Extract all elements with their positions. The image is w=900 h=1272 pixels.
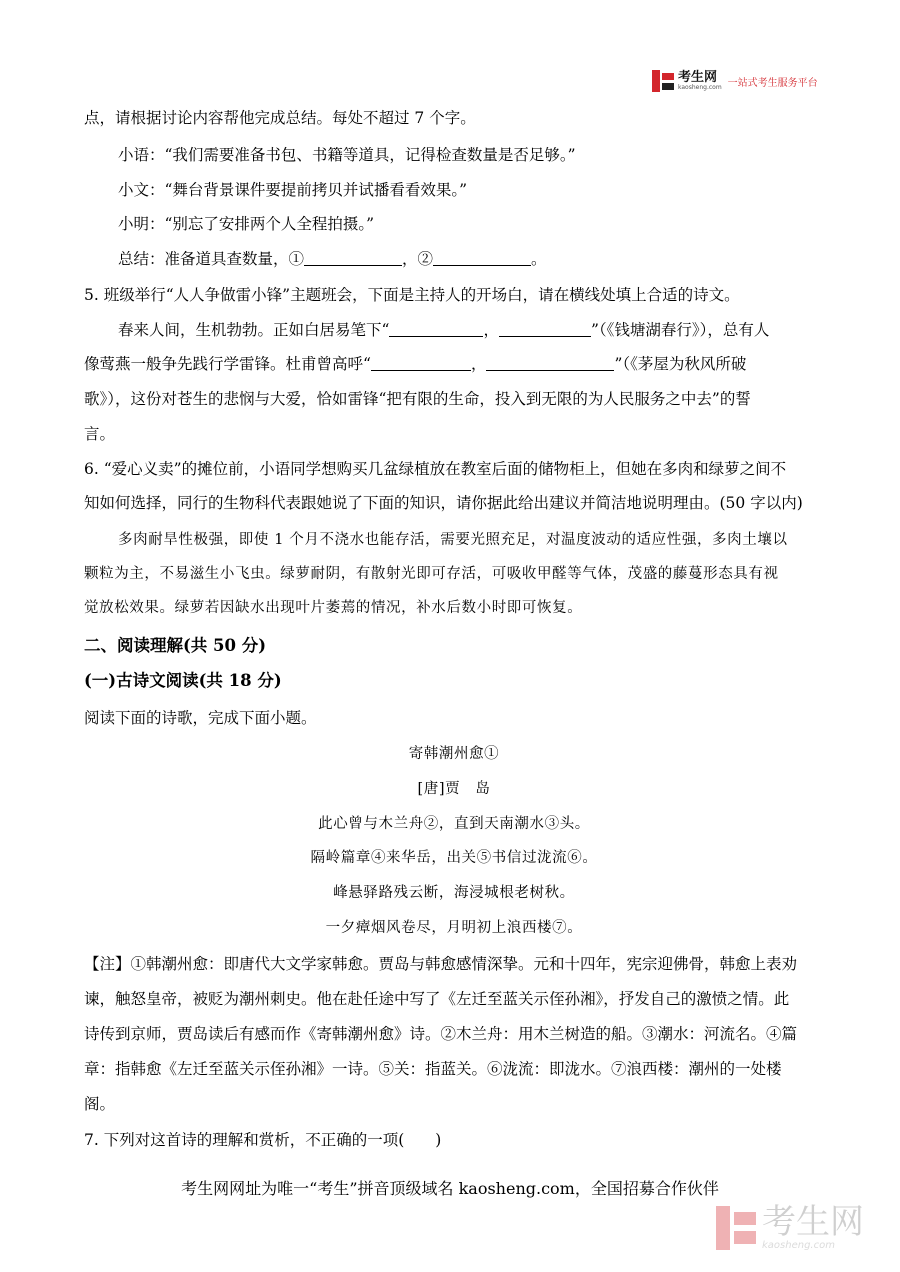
- logo-domain: kaosheng.com: [678, 84, 722, 91]
- logo-slogan: 一站式考生服务平台: [727, 77, 818, 89]
- poem-line: 一夕瘴烟风卷尽，月明初上浪西楼⑦。: [325, 920, 583, 936]
- section-title: 二、阅读理解(共 50 分): [84, 636, 267, 655]
- footer-text: 考生网网址为唯一“考生”拼音顶级域名 kaosheng.com，全国招募合作伙伴: [181, 1179, 719, 1198]
- note-line: 阁。: [84, 1095, 116, 1113]
- poem-line: 此心曾与木兰舟②，直到天南潮水③头。: [318, 816, 590, 832]
- q4-intro: 点，请根据讨论内容帮他完成总结。每处不超过 7 个字。: [84, 109, 476, 127]
- poem-blank-2[interactable]: [499, 320, 591, 337]
- note-line: 诗传到京师，贾岛读后有感而作《寄韩潮州愈》诗。②木兰舟：用木兰树造的船。③潮水：河流名。④篇: [84, 1025, 798, 1043]
- poem-blank-4[interactable]: [486, 354, 614, 371]
- q5-para-line-1: 春来人间，生机勃勃。正如白居易笔下“ ， ”（《钱塘湖春行》），总有人: [118, 321, 770, 339]
- poem-blank-1[interactable]: [389, 320, 483, 337]
- watermark-name: 考生网: [762, 1202, 864, 1242]
- q4-summary: 总结：准备道具查数量，① ，② 。: [118, 250, 547, 268]
- q4-line-xiaoyu: 小语：“我们需要准备书包、书籍等道具，记得检查数量是否足够。”: [118, 146, 576, 164]
- watermark-logo-icon: [716, 1206, 756, 1250]
- q5-para-line-2: 像莺燕一般争先践行学雷锋。杜甫曾高呼“ ， ”（《茅屋为秋风所破: [84, 355, 747, 373]
- answer-blank-2[interactable]: [433, 249, 531, 266]
- poem-author: [唐]贾 岛: [417, 781, 491, 797]
- q5-para-line-4: 言。: [84, 425, 116, 443]
- kaosheng-logo-icon: [652, 70, 674, 92]
- q6-material-1: 多肉耐旱性极强，即使 1 个月不浇水也能存活，需要光照充足，对温度波动的适应性强，多肉土壤以: [118, 532, 788, 548]
- answer-blank-1[interactable]: [304, 249, 402, 266]
- note-line: 章：指韩愈《左迁至蓝关示侄孙湘》一诗。⑤关：指蓝关。⑥泷流：即泷水。⑦浪西楼：潮州的一处楼: [84, 1060, 782, 1078]
- q6-stem-2: 知如何选择，同行的生物科代表跟她说了下面的知识，请你据此给出建议并简洁地说明理由。(50 字以内): [84, 494, 803, 512]
- q6-material-3: 觉放松效果。绿萝若因缺水出现叶片萎蔫的情况，补水后数小时即可恢复。: [84, 600, 583, 616]
- q5-stem: 5. 班级举行“人人争做雷小锋”主题班会，下面是主持人的开场白，请在横线处填上合适的诗文。: [84, 286, 740, 304]
- poem-blank-3[interactable]: [371, 354, 471, 371]
- note-line: 谏，触怒皇帝，被贬为潮州刺史。他在赴任途中写了《左迁至蓝关示侄孙湘》，抒发自己的激愤之情。此: [84, 990, 790, 1008]
- watermark-domain: kaosheng.com: [762, 1240, 835, 1251]
- header-logo: [652, 70, 818, 92]
- q6-material-2: 颗粒为主，不易滋生小飞虫。绿萝耐阴，有散射光即可存活，可吸收甲醛等气体，茂盛的藤蔓形态具有视: [84, 566, 779, 582]
- q7-stem: 7. 下列对这首诗的理解和赏析，不正确的一项( ): [84, 1131, 442, 1149]
- poem-line: 隔岭篇章④来华岳，出关⑤书信过泷流⑥。: [310, 850, 598, 866]
- q4-line-xiaoming: 小明：“别忘了安排两个人全程拍摄。”: [118, 215, 375, 233]
- q4-line-xiaowen: 小文：“舞台背景课件要提前拷贝并试播看看效果。”: [118, 181, 468, 199]
- watermark: [716, 1202, 864, 1251]
- poem-line: 峰悬驿路残云断，海浸城根老树秋。: [333, 885, 575, 901]
- poem-title: 寄韩潮州愈①: [408, 746, 500, 762]
- q5-para-line-3: 歌》），这份对苍生的悲悯与大爱，恰如雷锋“把有限的生命，投入到无限的为人民服务之中去”的誓: [84, 390, 751, 408]
- subsection-title: (一)古诗文阅读(共 18 分): [84, 671, 282, 690]
- note-line: 【注】①韩潮州愈：即唐代大文学家韩愈。贾岛与韩愈感情深挚。元和十四年，宪宗迎佛骨，韩愈上表劝: [84, 955, 798, 973]
- logo-name: 考生网: [678, 70, 718, 85]
- q6-stem-1: 6. “爱心义卖”的摊位前，小语同学想购买几盆绿植放在教室后面的储物柜上，但她在多肉和绿萝之间不: [84, 460, 787, 478]
- reading-instruction: 阅读下面的诗歌，完成下面小题。: [84, 709, 317, 727]
